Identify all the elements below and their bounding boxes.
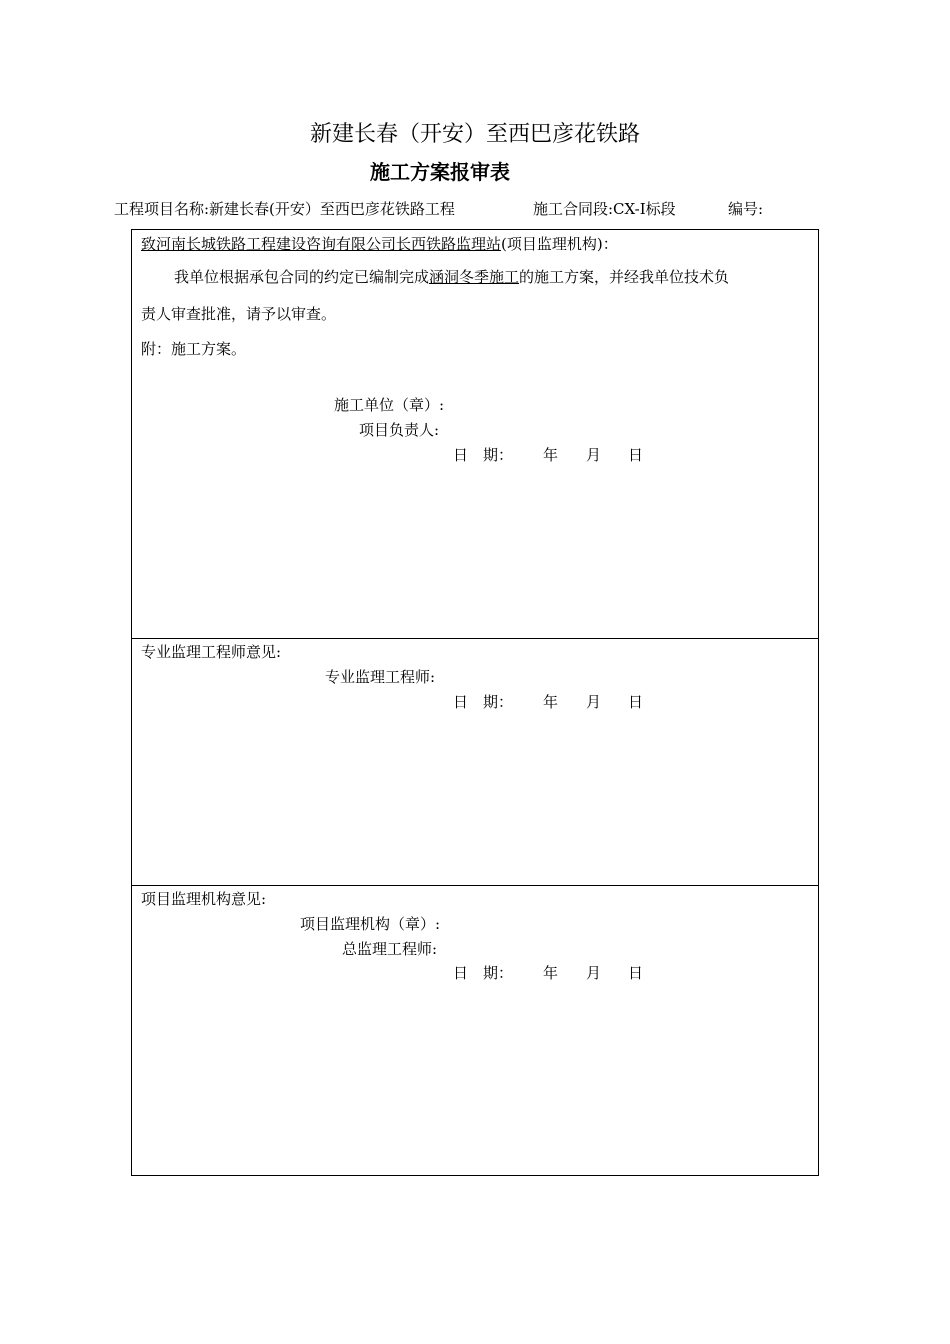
submission-section [132,230,818,638]
day-label: 日 [628,446,644,464]
supervision-opinion-section [132,885,818,1176]
day-label: 日 [628,964,644,982]
scheme-subject: 涵洞冬季施工 [429,268,520,286]
engineer-opinion-label: 专业监理工程师意见: [141,643,282,661]
date-label: 日 期： [453,964,514,982]
date-row [453,691,653,713]
body-suffix: 的施工方案，并经我单位技术负 [519,268,730,286]
project-leader-label: 项目负责人: [359,421,440,439]
body-line-2: 责人审查批准，请予以审查。 [141,305,337,323]
engineer-opinion-section [132,638,818,886]
supervision-org-label: 项目监理机构（章）: [300,915,441,933]
date-label: 日 期： [453,446,514,464]
number-label: 编号: [728,200,764,218]
form-title: 施工方案报审表 [370,160,510,184]
body-line-1 [174,266,729,288]
day-label: 日 [628,693,644,711]
date-row [453,444,653,466]
approval-form-table [131,229,819,1176]
date-label: 日 期： [453,693,514,711]
construction-unit-label: 施工单位（章）: [334,396,445,414]
date-row [453,962,653,984]
addressee-line [141,233,618,255]
month-label: 月 [586,693,602,711]
year-label: 年 [543,693,559,711]
attachment-line: 附：施工方案。 [141,340,247,358]
supervision-opinion-label: 项目监理机构意见: [141,890,267,908]
chief-engineer-label: 总监理工程师: [342,940,438,958]
addressee-suffix: (项目监理机构)： [501,235,618,253]
document-title: 新建长春（开安）至西巴彦花铁路 [309,122,640,147]
project-name: 工程项目名称:新建长春(开安）至西巴彦花铁路工程 [114,200,455,218]
body-prefix: 我单位根据承包合同的约定已编制完成 [174,268,430,286]
supervisor-station-name: 致河南长城铁路工程建设咨询有限公司长西铁路监理站 [141,235,502,253]
year-label: 年 [543,446,559,464]
contract-section: 施工合同段:CX-I标段 [533,200,676,218]
month-label: 月 [586,964,602,982]
engineer-signature-label: 专业监理工程师: [325,668,436,686]
year-label: 年 [543,964,559,982]
month-label: 月 [586,446,602,464]
